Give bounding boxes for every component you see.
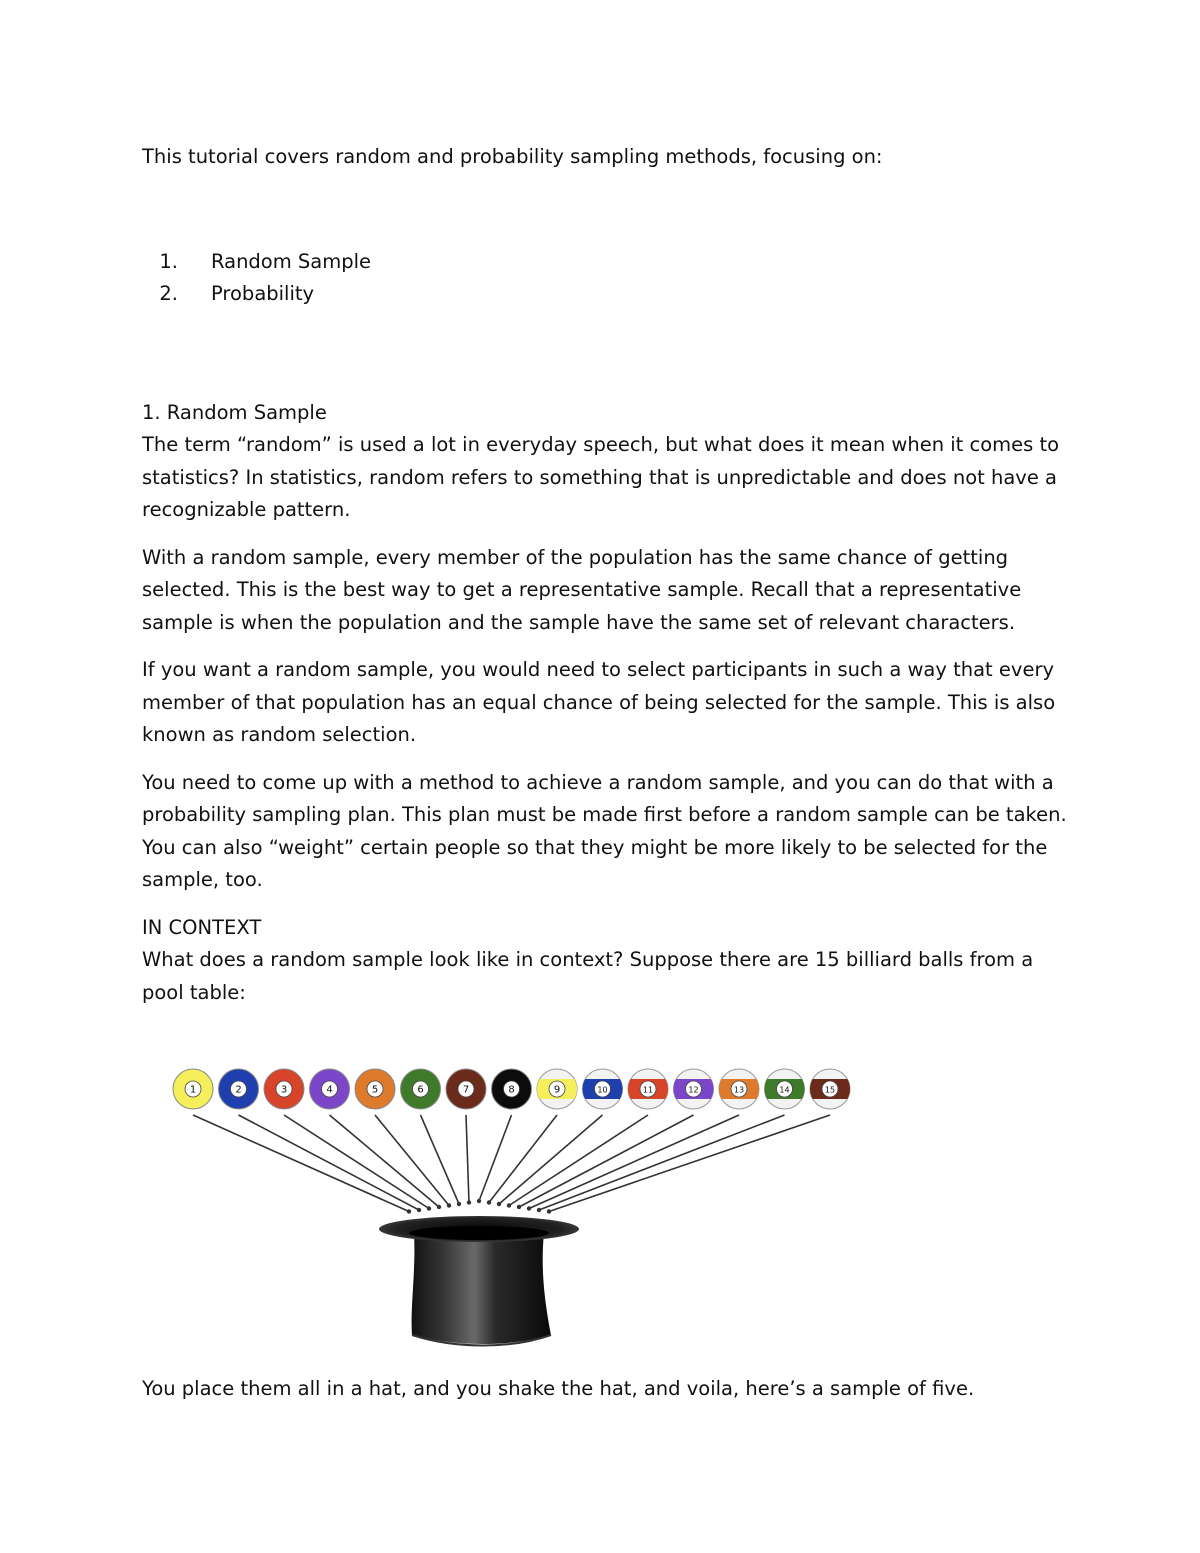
billiard-ball (810, 1069, 850, 1109)
arrow-head (507, 1203, 511, 1207)
arrow-head (487, 1200, 491, 1204)
billiard-ball (719, 1069, 759, 1109)
top-hat-image (379, 1216, 579, 1346)
ball-number: 13 (733, 1085, 745, 1095)
arrow-head (547, 1209, 551, 1213)
billiard-ball (492, 1069, 532, 1109)
billiard-ball (219, 1069, 259, 1109)
section-heading: 1. Random Sample (142, 400, 327, 424)
arrow-line (479, 1115, 512, 1201)
arrow-head (537, 1208, 541, 1212)
arrow-head (497, 1202, 501, 1206)
billiard-ball (173, 1069, 213, 1109)
ball-number: 7 (462, 1084, 470, 1096)
arrow-head (417, 1208, 421, 1212)
ball-number: 15 (824, 1085, 836, 1095)
paragraph: With a random sample, every member of the population has the same chance of getting selected. This is the best way to get a representative sample. Recall that a representative sample is when the population and the sample have the same set of relevant characters. (142, 545, 1022, 634)
context-label: IN CONTEXT (142, 915, 262, 939)
arrow-head (407, 1209, 411, 1213)
billiard-ball (628, 1069, 668, 1109)
list-number: 2. (159, 282, 178, 305)
arrow-line (509, 1115, 648, 1206)
ball-number: 4 (326, 1084, 333, 1096)
paragraph: The term “random” is used a lot in everyday speech, but what does it mean when it comes to statistics? In statistics, random refers to something that is unpredictable and does not have a recognizable pattern. (142, 433, 1060, 521)
arrow-head (527, 1206, 531, 1210)
ball-number: 9 (553, 1084, 561, 1096)
context-text: What does a random sample look like in context? Suppose there are 15 billiard balls from a pool table: (142, 948, 1034, 1004)
billiard-balls (173, 1069, 850, 1109)
ball-number: 14 (779, 1085, 790, 1095)
ball-number: 2 (235, 1084, 242, 1096)
arrow-head (457, 1202, 461, 1206)
billiard-balls-into-hat-illustration (166, 1057, 866, 1347)
ball-number: 5 (371, 1084, 379, 1096)
billiard-ball (537, 1069, 577, 1109)
ball-number: 3 (280, 1084, 288, 1096)
arrow-line (239, 1115, 420, 1210)
paragraph: If you want a random sample, you would need to select participants in such a way that every member of that population has an equal chance of being selected for the sample. This is also known as random selection. (142, 658, 1056, 746)
ball-number: 8 (508, 1084, 515, 1096)
arrow-line (466, 1115, 469, 1203)
arrow-line (489, 1115, 557, 1203)
arrow-line (330, 1115, 440, 1207)
billiard-ball (446, 1069, 486, 1109)
paragraph: You need to come up with a method to achieve a random sample, and you can do that with a probability sampling plan. This plan must be made first before a random sample can be taken. You can also “weight” certain people so that they might be more likely to be selected for the sample, too. (142, 770, 1067, 891)
arrows (193, 1115, 830, 1214)
billiard-ball (355, 1069, 395, 1109)
ball-number: 11 (642, 1085, 654, 1095)
arrow-line (193, 1115, 409, 1212)
topic-list (142, 246, 1072, 311)
arrow-line (529, 1115, 739, 1209)
arrow-line (549, 1115, 830, 1212)
arrow-head (467, 1200, 471, 1204)
arrow-line (284, 1115, 429, 1209)
document-body (142, 141, 1072, 1009)
arrow-line (421, 1115, 460, 1204)
billiard-ball (765, 1069, 805, 1109)
arrow-head (437, 1205, 441, 1209)
ball-number: 6 (417, 1084, 424, 1096)
list-item (142, 278, 1072, 311)
billiard-ball (583, 1069, 623, 1109)
arrow-head (477, 1199, 481, 1203)
ball-number: 10 (597, 1085, 608, 1095)
list-item (142, 246, 1072, 279)
intro-text: This tutorial covers random and probability sampling methods, focusing on: (142, 145, 883, 168)
arrow-head (517, 1205, 521, 1209)
billiard-ball (401, 1069, 441, 1109)
list-number: 1. (159, 249, 178, 273)
list-label: Probability (211, 282, 315, 305)
arrow-head (427, 1206, 431, 1210)
ball-number: 1 (189, 1084, 197, 1096)
billiard-ball (310, 1069, 350, 1109)
billiard-ball (674, 1069, 714, 1109)
closing-text: You place them all in a hat, and you shake the hat, and voila, here’s a sample of five. (142, 1377, 975, 1400)
billiard-ball (264, 1069, 304, 1109)
ball-number: 12 (688, 1085, 699, 1095)
list-label: Random Sample (211, 249, 372, 273)
arrow-head (447, 1203, 451, 1207)
